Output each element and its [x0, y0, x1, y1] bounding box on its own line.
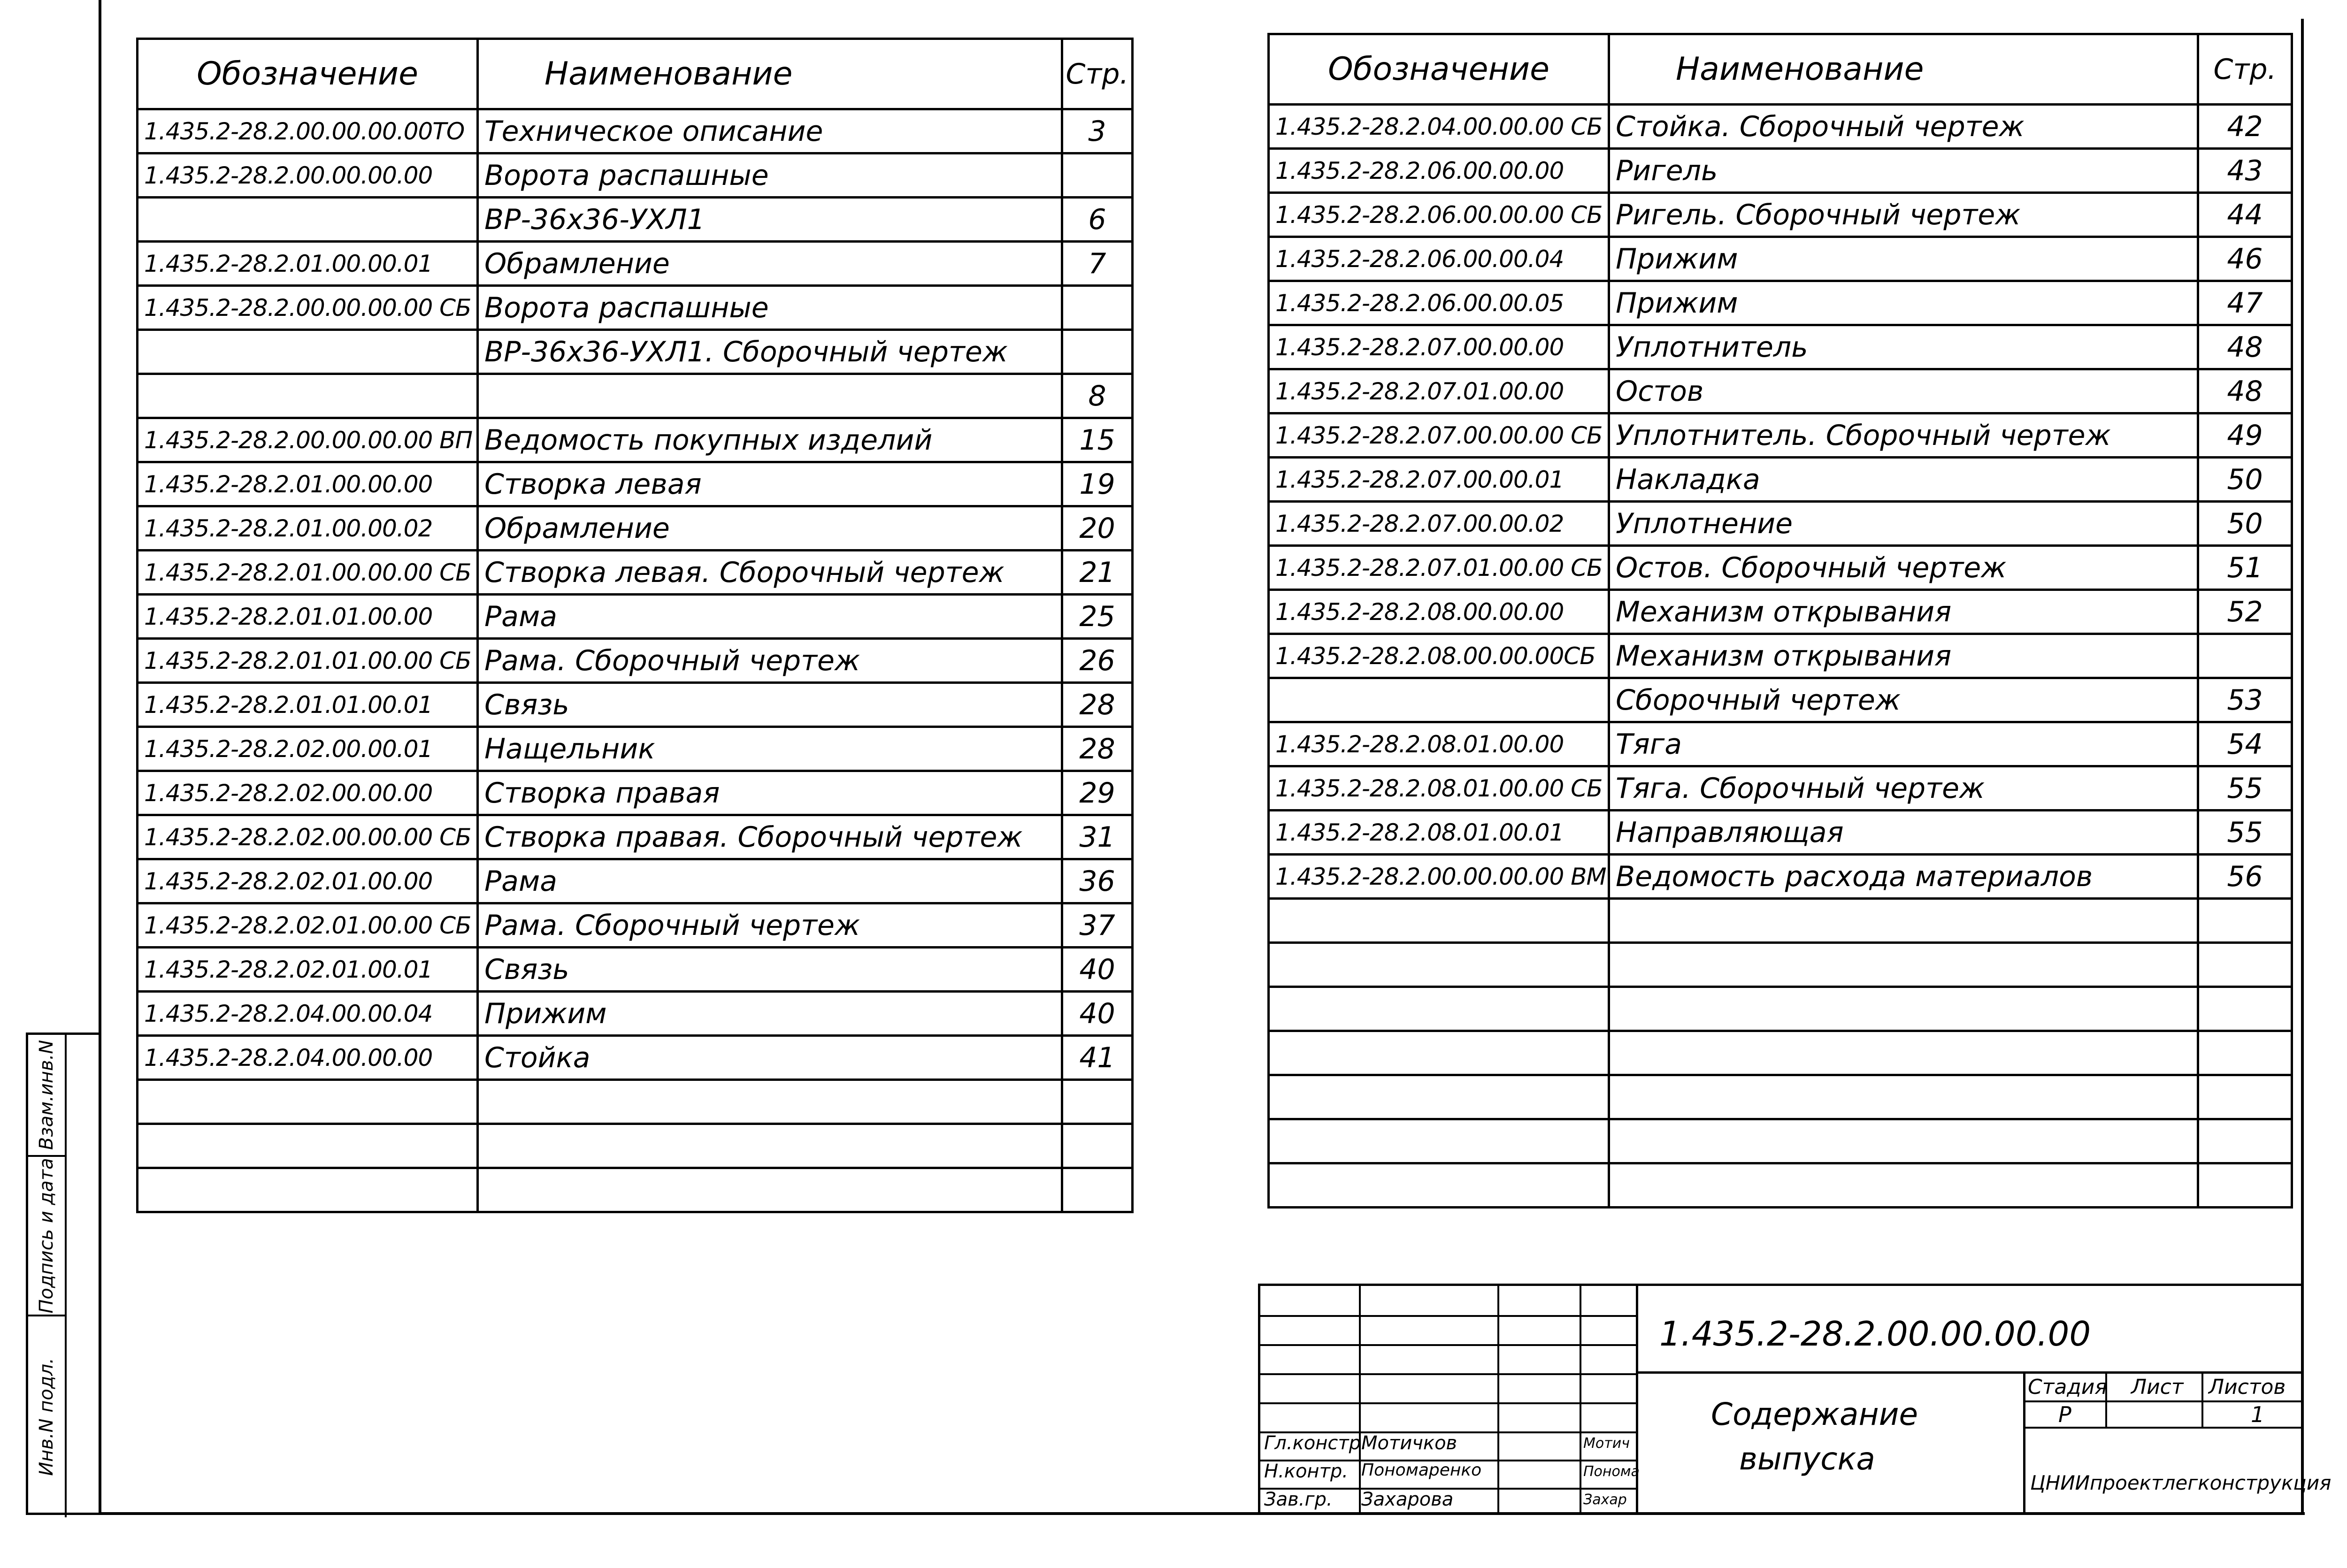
table-row [138, 153, 1133, 198]
side-cell-signature-date [28, 1157, 65, 1316]
row-page: 28 [1062, 683, 1133, 727]
row-page: 40 [1062, 948, 1133, 992]
table-row [1269, 987, 2292, 1031]
table-row [1269, 502, 2292, 546]
tb-line [1636, 1286, 1638, 1515]
table-row [138, 903, 1133, 948]
table-row [138, 815, 1133, 859]
row-name: Рама. Сборочный чертеж [478, 639, 1062, 683]
row-code [138, 330, 478, 374]
table-row [138, 286, 1133, 330]
row-page: 43 [2198, 149, 2292, 193]
row-code [1269, 1075, 1609, 1119]
row-page: 50 [2198, 502, 2292, 546]
table-row [1269, 899, 2292, 943]
row-page: 40 [1062, 992, 1133, 1036]
table-row [138, 1036, 1133, 1080]
table-row [138, 727, 1133, 771]
row-code: 1.435.2-28.2.06.00.00.05 [1269, 281, 1609, 325]
row-code: 1.435.2-28.2.06.00.00.00 СБ [1269, 193, 1609, 237]
row-name: Створка правая [478, 771, 1062, 815]
row-name [1609, 1031, 2198, 1075]
row-name: Остов. Сборочный чертеж [1609, 546, 2198, 590]
doc-code: 1.435.2-28.2.00.00.00.00 [1659, 1314, 2091, 1354]
row-page: 44 [2198, 193, 2292, 237]
table-row [138, 198, 1133, 242]
row-name: Створка левая. Сборочный чертеж [478, 551, 1062, 595]
row-name [1609, 943, 2198, 987]
row-name [478, 1168, 1062, 1212]
row-code: 1.435.2-28.2.02.01.00.01 [138, 948, 478, 992]
row-code: 1.435.2-28.2.01.01.00.00 СБ [138, 639, 478, 683]
table-row [138, 462, 1133, 506]
row-page [2198, 634, 2292, 678]
table-row [138, 683, 1133, 727]
row-name [478, 374, 1062, 418]
staff-signature: Понома [1583, 1463, 1640, 1480]
row-page: 29 [1062, 771, 1133, 815]
row-page [2198, 987, 2292, 1031]
stage-label: Стадия [2028, 1375, 2107, 1399]
row-code [138, 374, 478, 418]
table-row [138, 109, 1133, 153]
side-cell-label: Подпись и дата [36, 1158, 57, 1314]
row-page: 25 [1062, 595, 1133, 639]
row-name: Ведомость покупных изделий [478, 418, 1062, 462]
table-row [1269, 193, 2292, 237]
row-page [2198, 1119, 2292, 1163]
row-name: Связь [478, 948, 1062, 992]
row-name: Связь [478, 683, 1062, 727]
doc-title-line2: выпуска [1739, 1441, 1875, 1477]
row-code: 1.435.2-28.2.07.00.00.00 [1269, 325, 1609, 369]
side-stamp [26, 1033, 100, 1515]
row-page [1062, 286, 1133, 330]
row-page [2198, 943, 2292, 987]
tb-line [1260, 1315, 1636, 1317]
row-page: 50 [2198, 458, 2292, 502]
table-header-row [138, 39, 1133, 109]
row-name: Уплотнение [1609, 502, 2198, 546]
tb-line [2023, 1371, 2025, 1515]
table-row [138, 330, 1133, 374]
row-page: 55 [2198, 811, 2292, 855]
header-name: Наименование [1609, 34, 2198, 105]
contents-table-right [1267, 33, 2293, 1209]
staff-role: Зав.гр. [1264, 1489, 1333, 1510]
table-row [1269, 237, 2292, 281]
row-code [1269, 1163, 1609, 1208]
row-page: 42 [2198, 105, 2292, 149]
row-page [1062, 1080, 1133, 1124]
table-row [1269, 546, 2292, 590]
header-page: Стр. [1062, 39, 1133, 109]
staff-name: Пономаренко [1361, 1461, 1482, 1480]
table-row [1269, 722, 2292, 766]
table-row [1269, 458, 2292, 502]
row-name: Прижим [1609, 281, 2198, 325]
row-code: 1.435.2-28.2.02.00.00.00 [138, 771, 478, 815]
row-code: 1.435.2-28.2.02.01.00.00 СБ [138, 903, 478, 948]
stage-value: Р [2058, 1402, 2071, 1427]
row-page: 55 [2198, 766, 2292, 811]
table-row [138, 242, 1133, 286]
row-page: 46 [2198, 237, 2292, 281]
row-name: Ворота распашные [478, 153, 1062, 198]
left-table-body [138, 109, 1133, 1212]
table-row [1269, 590, 2292, 634]
row-page: 28 [1062, 727, 1133, 771]
row-name: Уплотнитель [1609, 325, 2198, 369]
row-name [1609, 1075, 2198, 1119]
right-table-body [1269, 105, 2292, 1208]
side-cell-blank [65, 1035, 100, 1517]
row-page: 6 [1062, 198, 1133, 242]
row-name [1609, 1119, 2198, 1163]
row-name: Рама [478, 595, 1062, 639]
doc-title-line1: Содержание [1711, 1396, 1918, 1432]
table-row [138, 551, 1133, 595]
row-page [1062, 153, 1133, 198]
row-code: 1.435.2-28.2.01.01.00.00 [138, 595, 478, 639]
row-code: 1.435.2-28.2.02.00.00.01 [138, 727, 478, 771]
tb-line [1580, 1286, 1581, 1515]
row-code: 1.435.2-28.2.00.00.00.00 [138, 153, 478, 198]
row-code: 1.435.2-28.2.08.01.00.00 [1269, 722, 1609, 766]
table-row [1269, 678, 2292, 722]
tb-line [1359, 1286, 1361, 1515]
table-row [1269, 766, 2292, 811]
row-page: 37 [1062, 903, 1133, 948]
row-page: 49 [2198, 413, 2292, 458]
table-row [138, 771, 1133, 815]
title-block [1258, 1284, 2332, 1515]
row-name: Прижим [478, 992, 1062, 1036]
row-page: 26 [1062, 639, 1133, 683]
table-row [1269, 281, 2292, 325]
tb-line [1497, 1286, 1499, 1515]
row-name: Ригель. Сборочный чертеж [1609, 193, 2198, 237]
row-code [1269, 987, 1609, 1031]
table-row [1269, 855, 2292, 899]
table-row [1269, 413, 2292, 458]
row-code [1269, 1119, 1609, 1163]
row-page: 3 [1062, 109, 1133, 153]
sheet-label: Лист [2131, 1375, 2184, 1399]
row-code [1269, 1031, 1609, 1075]
row-code [1269, 678, 1609, 722]
staff-name: Захарова [1361, 1489, 1454, 1510]
row-name: ВР-36х36-УХЛ1 [478, 198, 1062, 242]
row-name: Тяга [1609, 722, 2198, 766]
row-code: 1.435.2-28.2.01.00.00.01 [138, 242, 478, 286]
row-code: 1.435.2-28.2.04.00.00.00 СБ [1269, 105, 1609, 149]
table-row [1269, 1163, 2292, 1208]
row-code: 1.435.2-28.2.00.00.00.00 ВП [138, 418, 478, 462]
row-code: 1.435.2-28.2.00.00.00.00ТО [138, 109, 478, 153]
side-cell-label: Взам.инв.N [36, 1040, 57, 1150]
table-row [138, 1168, 1133, 1212]
row-page [2198, 1163, 2292, 1208]
table-row [1269, 1119, 2292, 1163]
row-name: Прижим [1609, 237, 2198, 281]
row-code: 1.435.2-28.2.01.01.00.01 [138, 683, 478, 727]
row-page [2198, 1031, 2292, 1075]
row-name: Створка левая [478, 462, 1062, 506]
row-name: Тяга. Сборочный чертеж [1609, 766, 2198, 811]
contents-table-left [136, 38, 1134, 1213]
row-code: 1.435.2-28.2.01.00.00.00 [138, 462, 478, 506]
row-page [1062, 330, 1133, 374]
table-row [1269, 943, 2292, 987]
table-row [1269, 1075, 2292, 1119]
row-name [478, 1080, 1062, 1124]
side-cell-replace-inv [28, 1035, 65, 1157]
row-code: 1.435.2-28.2.08.00.00.00СБ [1269, 634, 1609, 678]
row-code [1269, 943, 1609, 987]
tb-line [2201, 1371, 2203, 1428]
row-code [138, 1168, 478, 1212]
row-page: 36 [1062, 859, 1133, 903]
row-name: Механизм открывания [1609, 634, 2198, 678]
header-code: Обозначение [1269, 34, 1609, 105]
row-page: 21 [1062, 551, 1133, 595]
row-name: Направляющая [1609, 811, 2198, 855]
staff-name: Мотичков [1361, 1432, 1457, 1454]
sheets-label: Листов [2209, 1375, 2286, 1399]
row-code: 1.435.2-28.2.04.00.00.04 [138, 992, 478, 1036]
header-code: Обозначение [138, 39, 478, 109]
table-row [1269, 105, 2292, 149]
row-name [1609, 899, 2198, 943]
table-row [138, 418, 1133, 462]
row-page: 41 [1062, 1036, 1133, 1080]
row-page: 31 [1062, 815, 1133, 859]
tb-line [1260, 1402, 1636, 1404]
row-name: Остов [1609, 369, 2198, 413]
row-name: Ригель [1609, 149, 2198, 193]
row-page: 48 [2198, 325, 2292, 369]
row-page: 47 [2198, 281, 2292, 325]
tb-line [1636, 1371, 2304, 1374]
row-name: Рама [478, 859, 1062, 903]
row-name: Механизм открывания [1609, 590, 2198, 634]
row-page: 53 [2198, 678, 2292, 722]
table-row [138, 948, 1133, 992]
staff-role: Н.контр. [1264, 1461, 1348, 1482]
row-name [1609, 987, 2198, 1031]
row-code: 1.435.2-28.2.00.00.00.00 СБ [138, 286, 478, 330]
table-row [1269, 1031, 2292, 1075]
table-row [1269, 149, 2292, 193]
tb-line [1260, 1344, 1636, 1346]
row-code: 1.435.2-28.2.06.00.00.00 [1269, 149, 1609, 193]
row-page [2198, 899, 2292, 943]
row-page: 8 [1062, 374, 1133, 418]
organization-name: ЦНИИпроектлегконструкция [2030, 1471, 2332, 1494]
row-code: 1.435.2-28.2.01.00.00.02 [138, 506, 478, 551]
table-row [138, 859, 1133, 903]
row-page: 54 [2198, 722, 2292, 766]
staff-role: Гл.констр. [1264, 1432, 1367, 1454]
row-page [2198, 1075, 2292, 1119]
row-name: Уплотнитель. Сборочный чертеж [1609, 413, 2198, 458]
row-name: Нащельник [478, 727, 1062, 771]
table-row [138, 506, 1133, 551]
table-row [138, 639, 1133, 683]
row-code: 1.435.2-28.2.08.01.00.00 СБ [1269, 766, 1609, 811]
row-page: 51 [2198, 546, 2292, 590]
staff-signature: Мотич [1583, 1435, 1630, 1452]
sheets-value: 1 [2251, 1402, 2265, 1427]
row-name [478, 1124, 1062, 1168]
row-name: Стойка. Сборочный чертеж [1609, 105, 2198, 149]
table-row [138, 1124, 1133, 1168]
row-name: Обрамление [478, 506, 1062, 551]
header-page: Стр. [2198, 34, 2292, 105]
table-row [138, 595, 1133, 639]
row-page [1062, 1168, 1133, 1212]
table-row [1269, 811, 2292, 855]
row-name: Рама. Сборочный чертеж [478, 903, 1062, 948]
row-code [1269, 899, 1609, 943]
row-name: Створка правая. Сборочный чертеж [478, 815, 1062, 859]
row-code: 1.435.2-28.2.07.01.00.00 СБ [1269, 546, 1609, 590]
row-code: 1.435.2-28.2.01.00.00.00 СБ [138, 551, 478, 595]
row-code: 1.435.2-28.2.00.00.00.00 ВМ [1269, 855, 1609, 899]
row-code: 1.435.2-28.2.07.01.00.00 [1269, 369, 1609, 413]
table-row [138, 992, 1133, 1036]
row-code: 1.435.2-28.2.02.01.00.00 [138, 859, 478, 903]
table-header-row [1269, 34, 2292, 105]
row-code: 1.435.2-28.2.08.00.00.00 [1269, 590, 1609, 634]
row-code [138, 198, 478, 242]
row-code: 1.435.2-28.2.02.00.00.00 СБ [138, 815, 478, 859]
row-page: 15 [1062, 418, 1133, 462]
table-row [1269, 634, 2292, 678]
row-code: 1.435.2-28.2.07.00.00.01 [1269, 458, 1609, 502]
side-cell-inv-no [28, 1316, 65, 1517]
table-row [138, 374, 1133, 418]
row-page: 52 [2198, 590, 2292, 634]
row-page: 7 [1062, 242, 1133, 286]
row-name: Ведомость расхода материалов [1609, 855, 2198, 899]
row-code: 1.435.2-28.2.07.00.00.02 [1269, 502, 1609, 546]
row-page: 20 [1062, 506, 1133, 551]
row-page: 19 [1062, 462, 1133, 506]
row-name: Сборочный чертеж [1609, 678, 2198, 722]
tb-line [1260, 1373, 1636, 1375]
row-name: Техническое описание [478, 109, 1062, 153]
row-name: ВР-36х36-УХЛ1. Сборочный чертеж [478, 330, 1062, 374]
row-code [138, 1124, 478, 1168]
row-name: Накладка [1609, 458, 2198, 502]
row-code [138, 1080, 478, 1124]
row-page: 56 [2198, 855, 2292, 899]
row-page: 48 [2198, 369, 2292, 413]
table-row [138, 1080, 1133, 1124]
row-page [1062, 1124, 1133, 1168]
table-row [1269, 325, 2292, 369]
row-code: 1.435.2-28.2.08.01.00.01 [1269, 811, 1609, 855]
side-cell-label: Инв.N подл. [36, 1358, 57, 1476]
row-name [1609, 1163, 2198, 1208]
row-code: 1.435.2-28.2.07.00.00.00 СБ [1269, 413, 1609, 458]
table-row [1269, 369, 2292, 413]
row-name: Стойка [478, 1036, 1062, 1080]
row-code: 1.435.2-28.2.04.00.00.00 [138, 1036, 478, 1080]
row-code: 1.435.2-28.2.06.00.00.04 [1269, 237, 1609, 281]
header-name: Наименование [478, 39, 1062, 109]
staff-signature: Захар [1583, 1492, 1627, 1508]
row-name: Обрамление [478, 242, 1062, 286]
row-name: Ворота распашные [478, 286, 1062, 330]
